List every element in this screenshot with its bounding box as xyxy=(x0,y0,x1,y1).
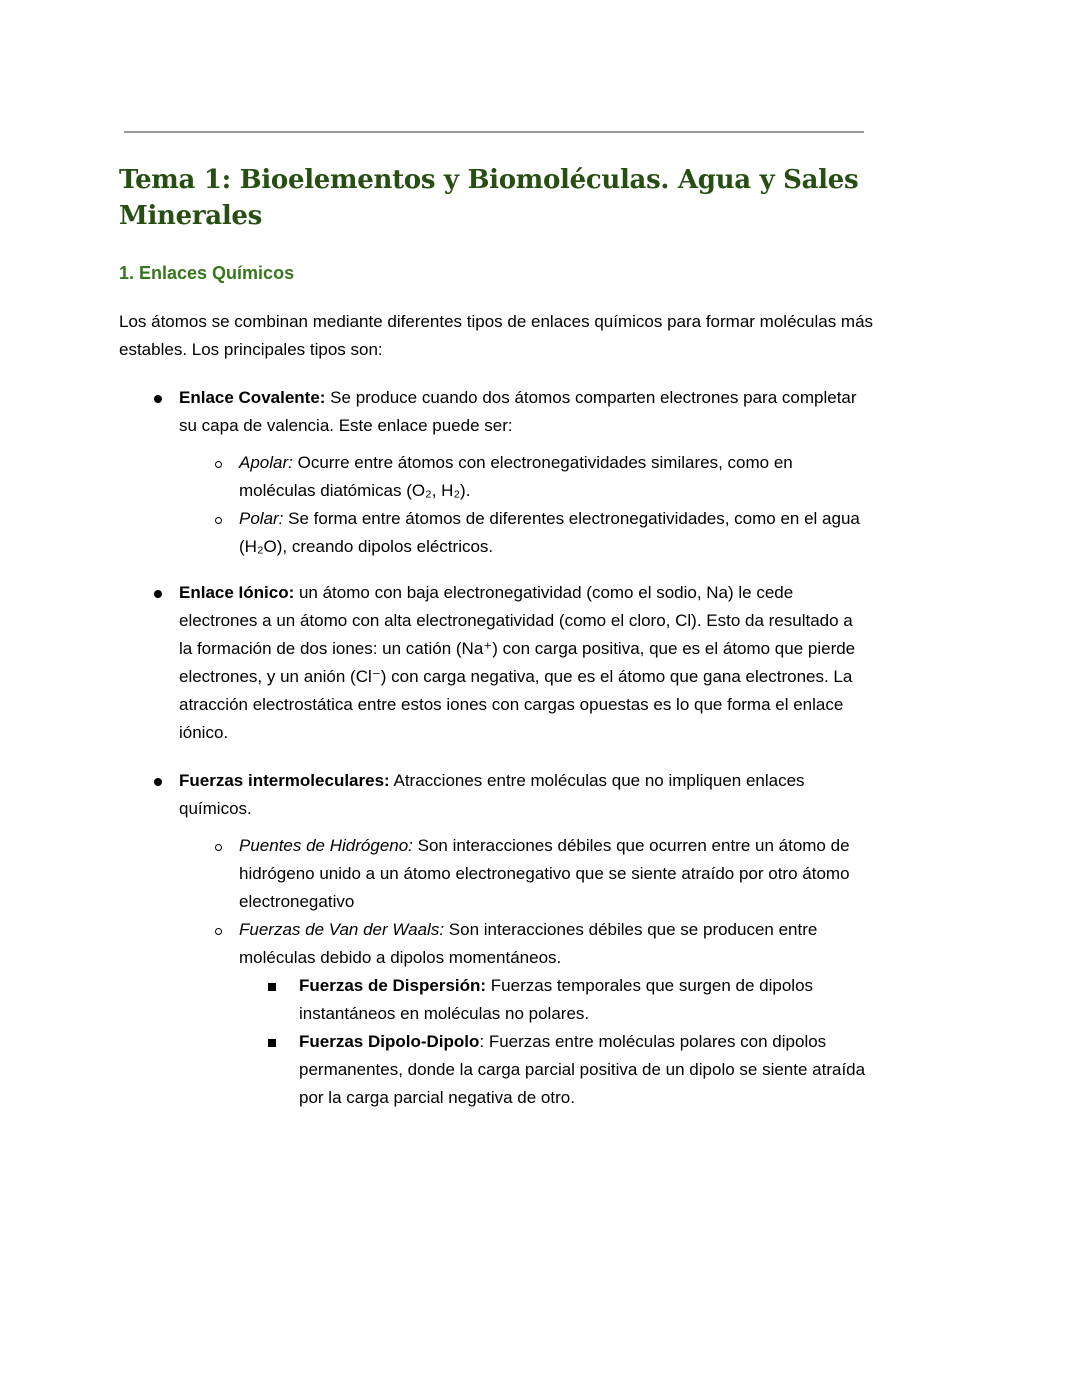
document-title: Tema 1: Bioelementos y Biomoléculas. Agua y Sales Minerales xyxy=(119,165,859,231)
subsublist-item-dispersion xyxy=(299,972,869,1028)
item-text: Son interacciones débiles que ocurren entre un átomo de hidrógeno unido a un átomo electronegativo que se siente atraído por otro átomo electronegativo xyxy=(239,836,850,911)
intro-paragraph: Los átomos se combinan mediante diferentes tipos de enlaces químicos para formar moléculas más estables. Los principales tipos son: xyxy=(119,312,874,359)
item-label: Fuerzas intermoleculares: xyxy=(179,771,390,790)
item-text: Ocurre entre átomos con electronegatividades similares, como en moléculas diatómicas (O₂, H₂). xyxy=(239,453,793,500)
item-label: Polar: xyxy=(239,509,284,528)
sublist-item-puentes-hidrogeno xyxy=(239,832,869,916)
item-text: Se produce cuando dos átomos comparten electrones para completar su capa de valencia. Este enlace puede ser: xyxy=(179,388,857,435)
subsublist-item-dipolo-dipolo xyxy=(299,1028,869,1112)
section-heading: 1. Enlaces Químicos xyxy=(119,263,295,283)
sublist-item-polar xyxy=(239,505,869,561)
list-item-enlace-ionico xyxy=(179,579,869,747)
item-text: un átomo con baja electronegatividad (como el sodio, Na) le cede electrones a un átomo con alta electronegatividad (como el cloro, Cl). Esto da resultado a la formación de dos iones: un catión (Na⁺) con carga positiva, que es el átomo que pierde electrones, y un anión (Cl⁻) con carga negativa, que es el átomo que gana electrones. La atracción electrostática entre estos iones con cargas opuestas es lo que forma el enlace iónico. xyxy=(179,583,856,742)
item-label: Fuerzas Dipolo-Dipolo xyxy=(299,1032,480,1051)
item-label: Fuerzas de Van der Waals: xyxy=(239,920,445,939)
sublist-item-apolar xyxy=(239,449,869,505)
sublist-item-van-der-waals xyxy=(239,916,869,972)
item-label: Apolar: xyxy=(239,453,293,472)
item-text: Se forma entre átomos de diferentes electronegatividades, como en el agua (H₂O), creando dipolos eléctricos. xyxy=(239,509,860,556)
item-text: Fuerzas temporales que surgen de dipolos instantáneos en moléculas no polares. xyxy=(299,976,814,1023)
list-item-fuerzas-intermoleculares xyxy=(179,767,869,823)
item-label: Enlace Iónico: xyxy=(179,583,295,602)
item-label: Puentes de Hidrógeno: xyxy=(239,836,413,855)
item-text: Son interacciones débiles que se producen entre moléculas debido a dipolos momentáneos. xyxy=(239,920,818,967)
list-item-enlace-covalente xyxy=(179,384,869,440)
horizontal-rule xyxy=(124,131,864,133)
item-label: Enlace Covalente: xyxy=(179,388,326,407)
item-text: : Fuerzas entre moléculas polares con dipolos permanentes, donde la carga parcial positiva de un dipolo se siente atraída por la carga parcial negativa de otro. xyxy=(299,1032,866,1107)
item-text: Atracciones entre moléculas que no impliquen enlaces químicos. xyxy=(179,771,805,818)
item-label: Fuerzas de Dispersión: xyxy=(299,976,487,995)
